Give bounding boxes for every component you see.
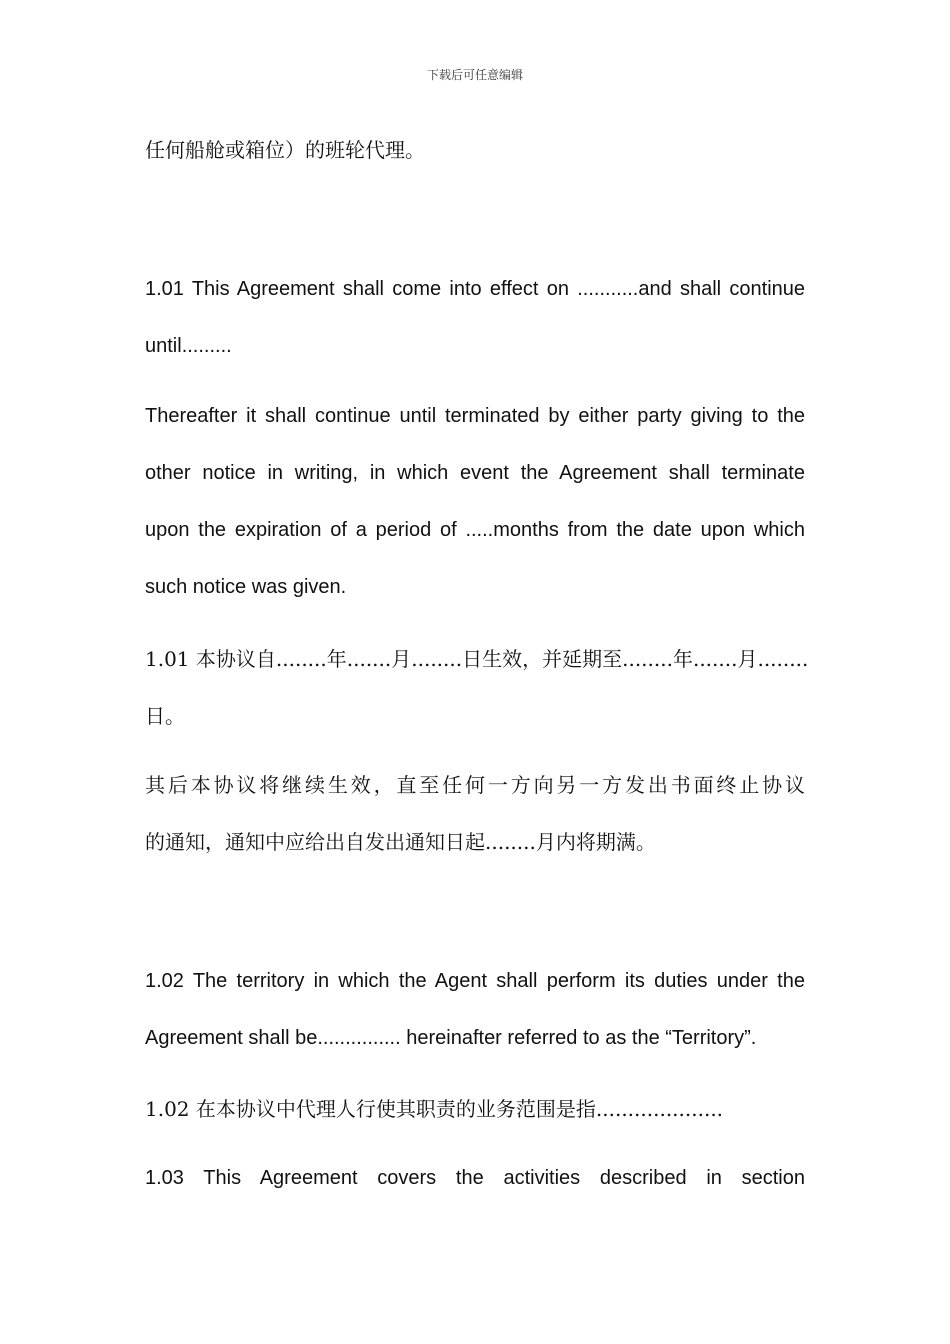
clause-1-01-en-para2-line-4: such notice was given. xyxy=(145,576,347,598)
clause-1-01-zh-para2-line-2: 的通知，通知中应给出自发出通知日起........月内将期满。 xyxy=(145,830,656,854)
clause-1-01-zh-para2-line-1: 其后本协议将继续生效，直至任何一方向另一方发出书面终止协议 xyxy=(145,773,805,797)
clause-1-01-en-para2-line-2: other notice in writing, in which event the Agreement shall terminate xyxy=(145,462,805,484)
page-header: 下载后可任意编辑 xyxy=(426,68,523,82)
clause-1-01-en-para2-line-1: Thereafter it shall continue until terminated by either party giving to the xyxy=(145,405,805,427)
clause-1-02-en-line-1: 1.02 The territory in which the Agent shall perform its duties under the xyxy=(145,970,805,992)
clause-1-01-en-para2-line-3: upon the expiration of a period of .....months from the date upon which xyxy=(145,519,805,541)
clause-1-03-en-line-1: 1.03 This Agreement covers the activities described in section xyxy=(145,1167,805,1189)
clause-1-01-zh-line-2: 日。 xyxy=(145,704,185,728)
clause-1-01-en-line-2: until......... xyxy=(145,335,232,357)
clause-1-02-en-line-2: Agreement shall be............... hereinafter referred to as the “Territory”. xyxy=(145,1027,757,1049)
clause-1-01-en-line-1: 1.01 This Agreement shall come into effect on ...........and shall continue xyxy=(145,278,805,300)
clause-1-02-zh-line-1: 1.02 在本协议中代理人行使其职责的业务范围是指.................... xyxy=(145,1097,724,1121)
text-line-continuation: 任何船舱或箱位）的班轮代理。 xyxy=(145,138,425,162)
clause-1-01-zh-line-1: 1.01 本协议自........年.......月........日生效，并延期至........年.......月........ xyxy=(145,647,809,671)
